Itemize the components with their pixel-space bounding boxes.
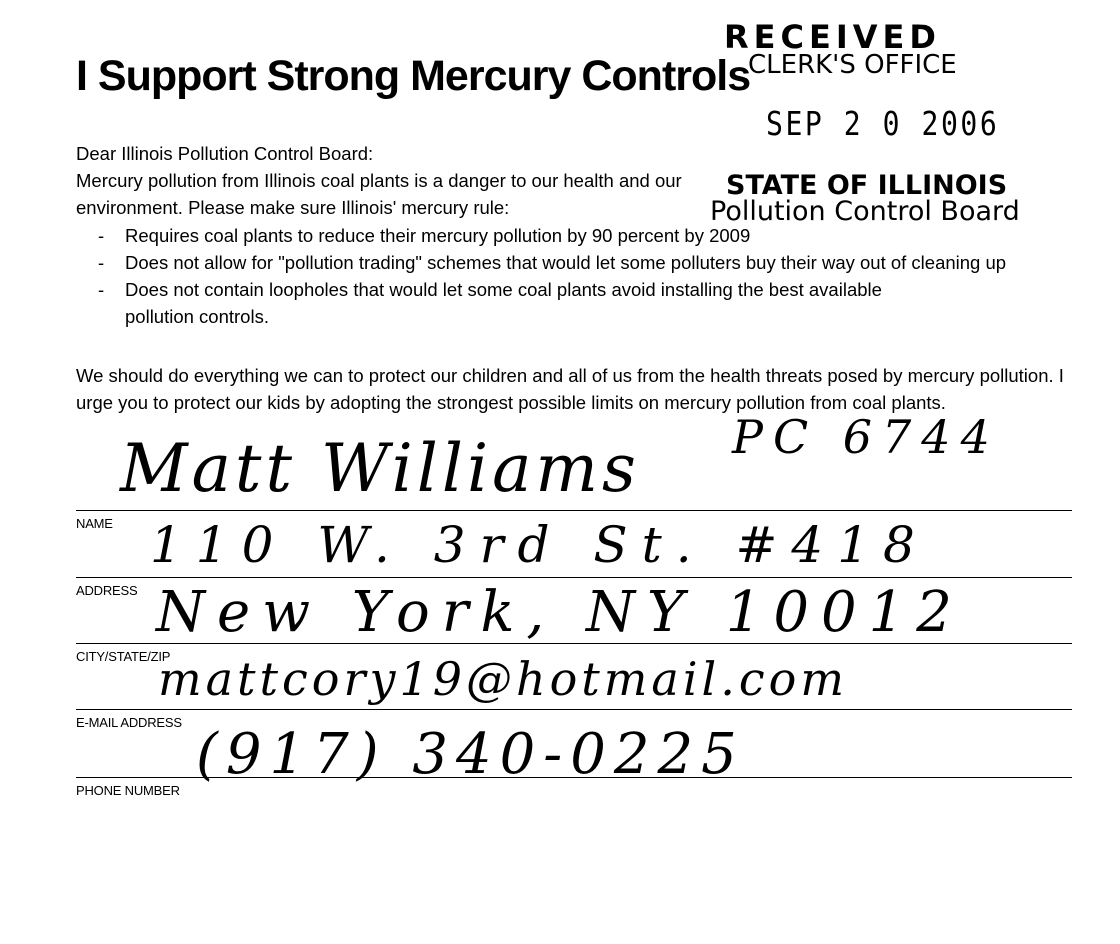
- phone-label: PHONE NUMBER: [76, 783, 180, 798]
- name-label: NAME: [76, 516, 113, 531]
- address-value: 110 W. 3rd St. #418: [150, 516, 929, 574]
- stamp-date: SEP 2 0 2006: [766, 104, 1000, 143]
- city-state-zip-value: New York, NY 10012: [156, 580, 964, 645]
- pollution-control-board-stamp: Pollution Control Board: [710, 196, 1020, 227]
- form-headline: I Support Strong Mercury Controls: [76, 52, 751, 100]
- name-line: [76, 510, 1072, 511]
- salutation: Dear Illinois Pollution Control Board:: [76, 143, 374, 164]
- pc-number-handwritten: PC 6744: [732, 410, 1000, 464]
- email-line: [76, 709, 1072, 710]
- requirement-item: [76, 249, 1025, 276]
- bullet-marker: -: [98, 225, 105, 246]
- clerks-office-stamp: CLERK'S OFFICE: [748, 50, 957, 80]
- requirement-text: Does not contain loopholes that would let some coal plants avoid installing the best available pollution controls.: [125, 279, 882, 327]
- address-label: ADDRESS: [76, 583, 138, 598]
- name-value: Matt Williams: [120, 430, 640, 507]
- email-value: mattcory19@hotmail.com: [158, 652, 848, 706]
- received-stamp: RECEIVED: [724, 18, 941, 56]
- requirement-item: [76, 276, 1025, 330]
- bullet-marker: -: [98, 279, 105, 300]
- requirements-list: [76, 222, 1025, 330]
- phone-value: (917) 340-0225: [196, 722, 745, 787]
- intro-paragraph: Mercury pollution from Illinois coal plants is a danger to our health and our environment. Please make sure Illinois' mercury rule:: [76, 170, 682, 218]
- requirement-text: Does not allow for "pollution trading" schemes that would let some polluters buy their way out of cleaning up: [125, 252, 1007, 273]
- phone-line: [76, 777, 1072, 778]
- email-label: E-MAIL ADDRESS: [76, 715, 182, 730]
- requirement-text: Requires coal plants to reduce their mercury pollution by 90 percent by 2009: [125, 225, 751, 246]
- requirement-item: [76, 222, 1025, 249]
- state-of-illinois-stamp: STATE OF ILLINOIS: [726, 170, 1008, 201]
- city-state-zip-line: [76, 643, 1072, 644]
- address-line: [76, 577, 1072, 578]
- city-state-zip-label: CITY/STATE/ZIP: [76, 649, 171, 664]
- bullet-marker: -: [98, 252, 105, 273]
- closing-paragraph: We should do everything we can to protect our children and all of us from the health threats posed by mercury pollution. I urge you to protect our kids by adopting the strongest possible limits on mercury pollution from coal plants.: [76, 365, 1064, 413]
